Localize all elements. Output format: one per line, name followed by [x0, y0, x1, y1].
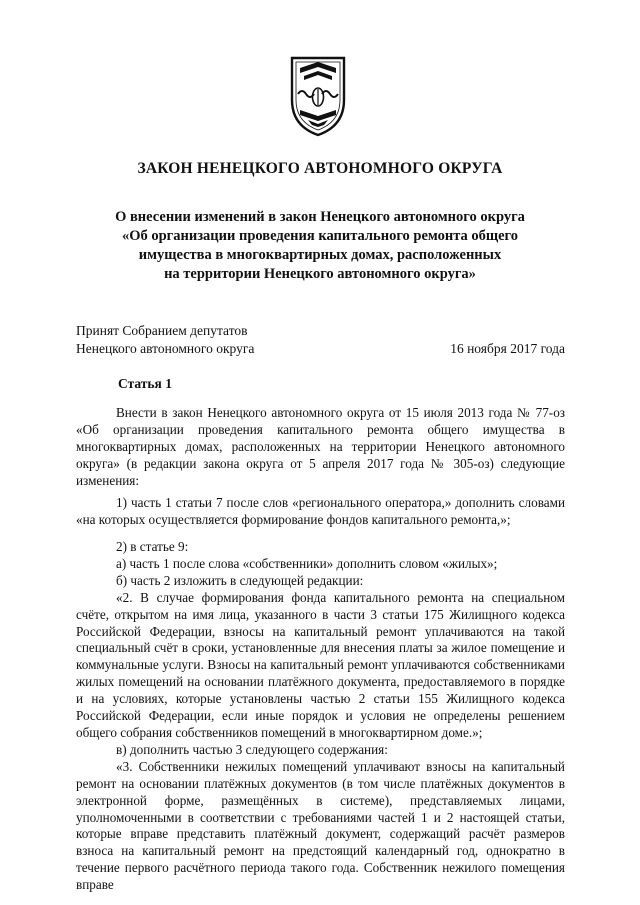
subject-line: имущества в многоквартирных домах, расположенных [138, 247, 502, 263]
item2-a: а) часть 1 после слова «собственники» дополнить словом «жилых»; [116, 555, 498, 571]
item-2 [76, 539, 565, 894]
item-1 [76, 495, 565, 529]
adoption-date: 16 ноября 2017 года [450, 341, 565, 356]
subject-line: «Об организации проведения капитального ремонта общего [121, 228, 519, 244]
article-intro [76, 405, 565, 490]
law-title: ЗАКОН НЕНЕЦКОГО АВТОНОМНОГО ОКРУГА [137, 160, 503, 177]
item2-c: в) дополнить частью 3 следующего содержания: [116, 741, 388, 757]
coat-of-arms-icon [288, 54, 348, 138]
subject-line: О внесении изменений в закон Ненецкого автономного округа [115, 209, 525, 225]
item2-c-text: «3. Собственники нежилых помещений уплачивают взносы на капитальный ремонт на основании платёжных документов (в том числе платёжных документов в электронной форме, размещённых в системе), представляемых лицами, уполномоченными в соответствии с требованиями частей 1 и 2 настоящей статьи, которые вправе представить платёжный документ, содержащий расчёт размеров взноса на капитальный ремонт на предстоящий календарный год, однократно в течение первого расчётного периода такого года. Собственник нежилого помещения вправе [76, 758, 565, 893]
item2-b-text: «2. В случае формирования фонда капитального ремонта на специальном счёте, открытом на имя лица, указанного в части 3 статьи 175 Жилищного кодекса Российской Федерации, взносы на капитальный ремонт уплачиваются на такой специальный счёт в сроки, установленные для внесения платы за жилое помещение и коммунальные услуги. Взносы на капитальный ремонт уплачиваются собственниками жилых помещений на основании платёжного документа, предоставляемого в порядке и на условиях, которые установлены частью 2 статьи 155 Жилищного кодекса Российской Федерации, если иные порядок и условия не определены решением общего собрания собственников помещений в многоквартирном доме.»; [76, 589, 565, 740]
law-subject [76, 208, 564, 284]
article-heading: Статья 1 [118, 376, 172, 391]
item2-b: б) часть 2 изложить в следующей редакции: [116, 572, 364, 588]
subject-line: на территории Ненецкого автономного округа» [164, 266, 476, 282]
item1-paragraph: 1) часть 1 статьи 7 после слов «регионального оператора,» дополнить словами «на которых осуществляется формирование фондов капитального ремонта,»; [76, 495, 565, 527]
intro-paragraph: Внести в закон Ненецкого автономного округа от 15 июля 2013 года № 77-оз «Об организации проведения капитального ремонта общего имущества в многоквартирных домах, расположенных на территории Ненецкого автономного округа» (в редакции закона округа от 5 апреля 2017 года № 305-оз) следующие изменения: [76, 405, 565, 488]
adopted-line: Ненецкого автономного округа [76, 341, 255, 356]
item2-heading: 2) в статье 9: [116, 539, 189, 554]
adoption-info [76, 322, 254, 358]
adopted-line: Принят Собранием депутатов [76, 323, 248, 338]
